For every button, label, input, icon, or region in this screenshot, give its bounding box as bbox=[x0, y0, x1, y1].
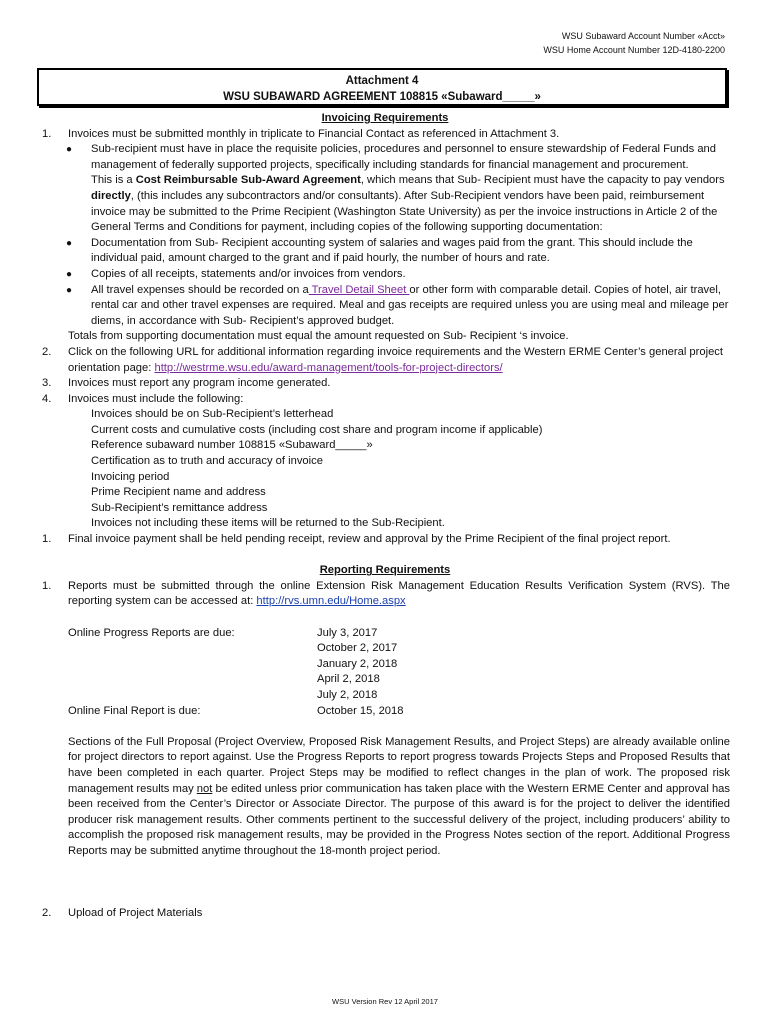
list-number: 4. bbox=[42, 392, 52, 405]
text: or other form with comparable detail. Copies of hotel, air travel, rental car and other travel expenses are required. Meal and gas receipts are required unless you are using meal and mileage per diems, in accordance with Sub- Recipient’s approved budget. bbox=[91, 283, 729, 327]
list-item: Reference subaward number 108815 «Subaward_____» bbox=[91, 439, 373, 452]
list-number: 1. bbox=[42, 579, 52, 592]
text: , (this includes any subcontractors and/or consultants). After Sub-Recipient vendors have been paid, reimbursement invoice may be submitted to the Prime Recipient (Washington State University) as per the invoice instructions in Article 2 of the General Terms and Conditions for payment, including copies of the following supporting documentation: bbox=[91, 189, 718, 234]
title-box bbox=[37, 68, 727, 106]
invoicing-item-3 bbox=[0, 376, 770, 392]
subaward-account-number: WSU Subaward Account Number «Acct» bbox=[561, 31, 725, 41]
final-report-schedule bbox=[0, 704, 770, 720]
invoicing-item-1 bbox=[0, 127, 770, 143]
text: be edited unless prior communication has taken place with the Western ERME Center and approval has been received from the Center’s Director or Associate Director. The purpose of this award is for the project to deliver the identified producer risk management results. Other comments pertinent to the successful delivery of the project, including producers’ ability to accomplish the proposed risk management results, may be provided in the Progress Notes section of the report. Additional Progress Reports may be submitted anytime throughout the 18-month project period. bbox=[68, 782, 730, 857]
text: Sections of the Full Proposal (Project Overview, Proposed Risk Management Results, and Project Steps) are already available online for project directors to report against. Use the Progress Reports to report progress towards Projects Steps and Proposed Results that have been completed in each quarter. Project Steps may be modified to reflect changes in the plan of work. The proposed risk management results may bbox=[68, 735, 730, 795]
footer-version: WSU Version Rev 12 April 2017 bbox=[332, 997, 438, 1006]
home-account-number: WSU Home Account Number 12D-4180-2200 bbox=[543, 45, 725, 55]
invoice-contents-list bbox=[0, 407, 770, 532]
list-item: Prime Recipient name and address bbox=[91, 486, 266, 499]
invoicing-item-4 bbox=[0, 392, 770, 408]
list-text bbox=[68, 580, 730, 608]
progress-dates bbox=[317, 626, 397, 704]
emphasis-not: not bbox=[196, 782, 213, 795]
bullet-item bbox=[0, 283, 770, 330]
list-item: Certification as to truth and accuracy of invoice bbox=[91, 455, 323, 468]
text: , which means that Sub- Recipient must have the capacity to pay vendors bbox=[360, 174, 725, 187]
final-report-date: October 15, 2018 bbox=[317, 704, 404, 717]
attachment-title: Attachment 4 bbox=[345, 75, 419, 87]
bullet-icon: ● bbox=[66, 144, 73, 156]
bullet-item bbox=[0, 142, 770, 173]
final-report-label: Online Final Report is due: bbox=[68, 704, 201, 717]
bullet-text bbox=[91, 284, 728, 327]
cost-reimbursable-term: Cost Reimbursable Sub-Award Agreement bbox=[135, 174, 361, 187]
directly-term: directly bbox=[91, 189, 131, 202]
reporting-heading: Reporting Requirements bbox=[319, 564, 451, 577]
document-body bbox=[0, 111, 770, 922]
full-proposal-paragraph bbox=[0, 735, 770, 860]
progress-reports-label: Online Progress Reports are due: bbox=[68, 626, 235, 639]
due-date: January 2, 2018 bbox=[317, 657, 398, 670]
due-date: April 2, 2018 bbox=[317, 673, 380, 686]
westrme-url-link[interactable]: http://westrme.wsu.edu/award-management/tools-for-project-directors/ bbox=[154, 361, 503, 374]
invoicing-item-2 bbox=[0, 345, 770, 376]
bullet-icon: ● bbox=[66, 268, 73, 280]
invoicing-heading: Invoicing Requirements bbox=[321, 112, 449, 124]
totals-note: Totals from supporting documentation must equal the amount requested on Sub- Recipient ‘s invoice. bbox=[68, 330, 569, 343]
cost-reimbursable-paragraph bbox=[0, 173, 770, 235]
bullet-text: Sub-recipient must have in place the requisite policies, procedures and personnel to ensure stewardship of Federal Funds and management of federally supported projects, specifically including standards for financial management and procurement. bbox=[91, 143, 716, 171]
bullet-text: Documentation from Sub- Recipient accounting system of salaries and wages paid from the grant. This should include the individual paid, amount charged to the grant and if paid hourly, the number of hours and rate. bbox=[91, 236, 693, 265]
list-number: 1. bbox=[42, 127, 52, 140]
list-text: Invoices must report any program income generated. bbox=[68, 377, 331, 390]
list-number: 1. bbox=[42, 533, 52, 546]
list-text: Upload of Project Materials bbox=[68, 907, 203, 920]
due-date: October 2, 2017 bbox=[317, 642, 398, 655]
text: Reports must be submitted through the online Extension Risk Management Education Results Verification System (RVS). The reporting system can be accessed at: bbox=[68, 579, 730, 608]
list-text bbox=[68, 346, 723, 374]
page-header bbox=[543, 29, 725, 57]
bullet-icon: ● bbox=[66, 237, 73, 249]
bullet-item bbox=[0, 267, 770, 283]
reporting-item-1 bbox=[0, 579, 770, 610]
list-text: Final invoice payment shall be held pending receipt, review and approval by the Prime Recipient of the final project report. bbox=[68, 533, 671, 546]
list-item: Invoices not including these items will be returned to the Sub-Recipient. bbox=[91, 517, 445, 530]
list-item: Invoicing period bbox=[91, 470, 170, 483]
travel-detail-sheet-link[interactable]: Travel Detail Sheet bbox=[308, 283, 410, 296]
invoicing-item-final bbox=[0, 532, 770, 548]
list-item: Invoices should be on Sub-Recipient’s letterhead bbox=[91, 408, 334, 421]
agreement-title: WSU SUBAWARD AGREEMENT 108815 «Subaward_____» bbox=[223, 91, 541, 103]
due-date: July 3, 2017 bbox=[317, 626, 378, 639]
list-text: Invoices must include the following: bbox=[68, 392, 244, 405]
due-date: July 2, 2018 bbox=[317, 688, 378, 701]
text: Click on the following URL for additional information regarding invoice requirements and the Western ERME Center’s general project orientation page: bbox=[68, 345, 724, 374]
list-number: 2. bbox=[42, 907, 52, 920]
rvs-url-link[interactable]: http://rvs.umn.edu/Home.aspx bbox=[256, 595, 406, 608]
text: This is a bbox=[91, 174, 136, 187]
list-item: Sub-Recipient’s remittance address bbox=[91, 501, 268, 514]
list-number: 3. bbox=[42, 377, 52, 390]
text: All travel expenses should be recorded on a bbox=[91, 283, 309, 296]
bullet-icon: ● bbox=[66, 284, 73, 296]
progress-reports-schedule bbox=[0, 626, 770, 704]
list-item: Current costs and cumulative costs (including cost share and program income if applicable) bbox=[91, 423, 543, 436]
list-number: 2. bbox=[42, 345, 52, 358]
bullet-text: Copies of all receipts, statements and/or invoices from vendors. bbox=[91, 267, 406, 280]
reporting-item-2 bbox=[0, 906, 770, 922]
bullet-item bbox=[0, 236, 770, 267]
list-text: Invoices must be submitted monthly in triplicate to Financial Contact as referenced in Attachment 3. bbox=[68, 127, 560, 140]
